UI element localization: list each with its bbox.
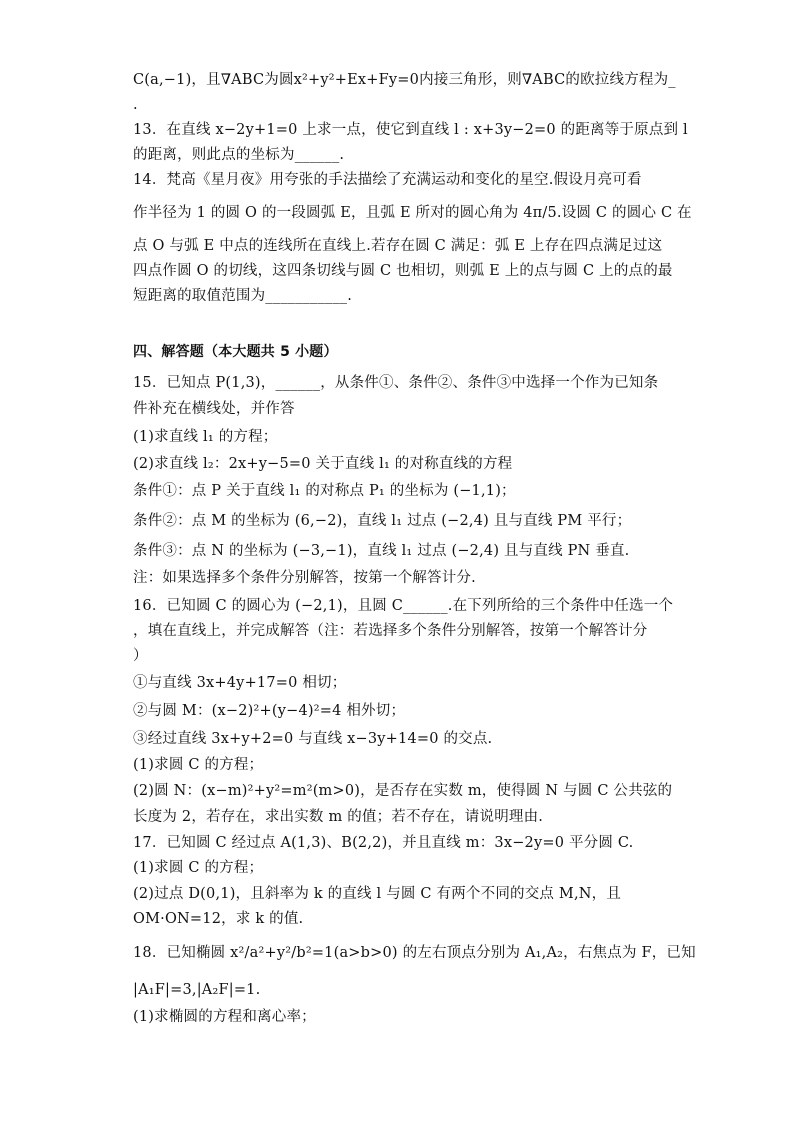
problem-15-note: 注：如果选择多个条件分别解答，按第一个解答计分. — [133, 570, 476, 586]
problem-17-part-2-line-1: (2)过点 D(0,1)，且斜率为 k 的直线 l 与圆 C 有两个不同的交点 M,N，且 — [133, 886, 622, 902]
problem-14-line-1: 14．梵高《星月夜》用夸张的手法描绘了充满运动和变化的星空.假设月亮可看 — [133, 172, 642, 188]
problem-17-part-1: (1)求圆 C 的方程； — [133, 860, 264, 876]
problem-16-line-3: ） — [133, 648, 148, 664]
problem-16-line-1: 16．已知圆 C 的圆心为 (−2,1)，且圆 C______.在下列所给的三个条件中任选一个 — [133, 598, 674, 614]
problem-15-line-4: (2)求直线 l₂：2x+y−5=0 关于直线 l₁ 的对称直线的方程 — [133, 456, 513, 472]
problem-16-option-3: ③经过直线 3x+y+2=0 与直线 x−3y+14=0 的交点. — [133, 731, 493, 747]
problem-15-condition-2: 条件②：点 M 的坐标为 (6,−2)，直线 l₁ 过点 (−2,4) 且与直线 PM 平行； — [133, 513, 632, 529]
problem-15-line-1: 15．已知点 P(1,3)，______，从条件①、条件②、条件③中选择一个作为已知条 — [133, 375, 659, 391]
problem-14-line-3: 点 O 与弧 E 中点的连线所在直线上.若存在圆 C 满足：弧 E 上存在四点满足过这 — [133, 238, 663, 254]
problem-13-line-2: 的距离，则此点的坐标为______. — [133, 147, 345, 163]
problem-12-tail-line-2: . — [133, 97, 138, 113]
problem-14-line-2: 作半径为 1 的圆 O 的一段圆弧 E，且弧 E 所对的圆心角为 4π/5.设圆 C 的圆心 C 在 — [133, 205, 692, 221]
problem-16-line-2: ，填在直线上，并完成解答（注：若选择多个条件分别解答，按第一个解答计分 — [133, 623, 648, 639]
problem-15-line-2: 件补充在横线处，并作答 — [133, 401, 295, 417]
problem-16-part-2-line-2: 长度为 2，若存在，求出实数 m 的值；若不存在，请说明理由. — [133, 809, 544, 825]
problem-13-line-1: 13．在直线 x−2y+1=0 上求一点，使它到直线 l : x+3y−2=0 的距离等于原点到 l — [133, 122, 688, 138]
problem-17-line-1: 17．已知圆 C 经过点 A(1,3)、B(2,2)，并且直线 m：3x−2y=0 平分圆 C. — [133, 835, 634, 851]
problem-17-part-2-line-2: OM·ON=12，求 k 的值. — [133, 911, 304, 927]
problem-15-line-3: (1)求直线 l₁ 的方程； — [133, 429, 278, 445]
problem-16-option-2: ②与圆 M：(x−2)²+(y−4)²=4 相外切； — [133, 703, 406, 719]
problem-16-part-1: (1)求圆 C 的方程； — [133, 757, 264, 773]
problem-15-condition-1: 条件①：点 P 关于直线 l₁ 的对称点 P₁ 的坐标为 (−1,1)； — [133, 483, 516, 499]
problem-16-option-1: ①与直线 3x+4y+17=0 相切； — [133, 675, 347, 691]
problem-18-line-2: |A₁F|=3,|A₂F|=1. — [133, 982, 261, 998]
problem-16-part-2-line-1: (2)圆 N：(x−m)²+y²=m²(m>0)，是否存在实数 m，使得圆 N 与圆 C 公共弦的 — [133, 783, 673, 799]
problem-15-condition-3: 条件③：点 N 的坐标为 (−3,−1)，直线 l₁ 过点 (−2,4) 且与直线 PN 垂直. — [133, 543, 630, 559]
problem-12-tail-line-1: C(a,−1)，且∇ABC为圆x²+y²+Ex+Fy=0内接三角形，则∇ABC的欧拉线方程为_ — [133, 72, 676, 88]
problem-14-line-5: 短距离的取值范围为___________. — [133, 288, 353, 304]
problem-14-line-4: 四点作圆 O 的切线，这四条切线与圆 C 也相切，则弧 E 上的点与圆 C 上的点的最 — [133, 263, 673, 279]
problem-18-line-1: 18．已知椭圆 x²/a²+y²/b²=1(a>b>0) 的左右顶点分别为 A₁,A₂，右焦点为 F，已知 — [133, 945, 696, 961]
section-heading: 四、解答题（本大题共 5 小题） — [133, 344, 338, 360]
problem-18-part-1: (1)求椭圆的方程和离心率； — [133, 1009, 316, 1025]
